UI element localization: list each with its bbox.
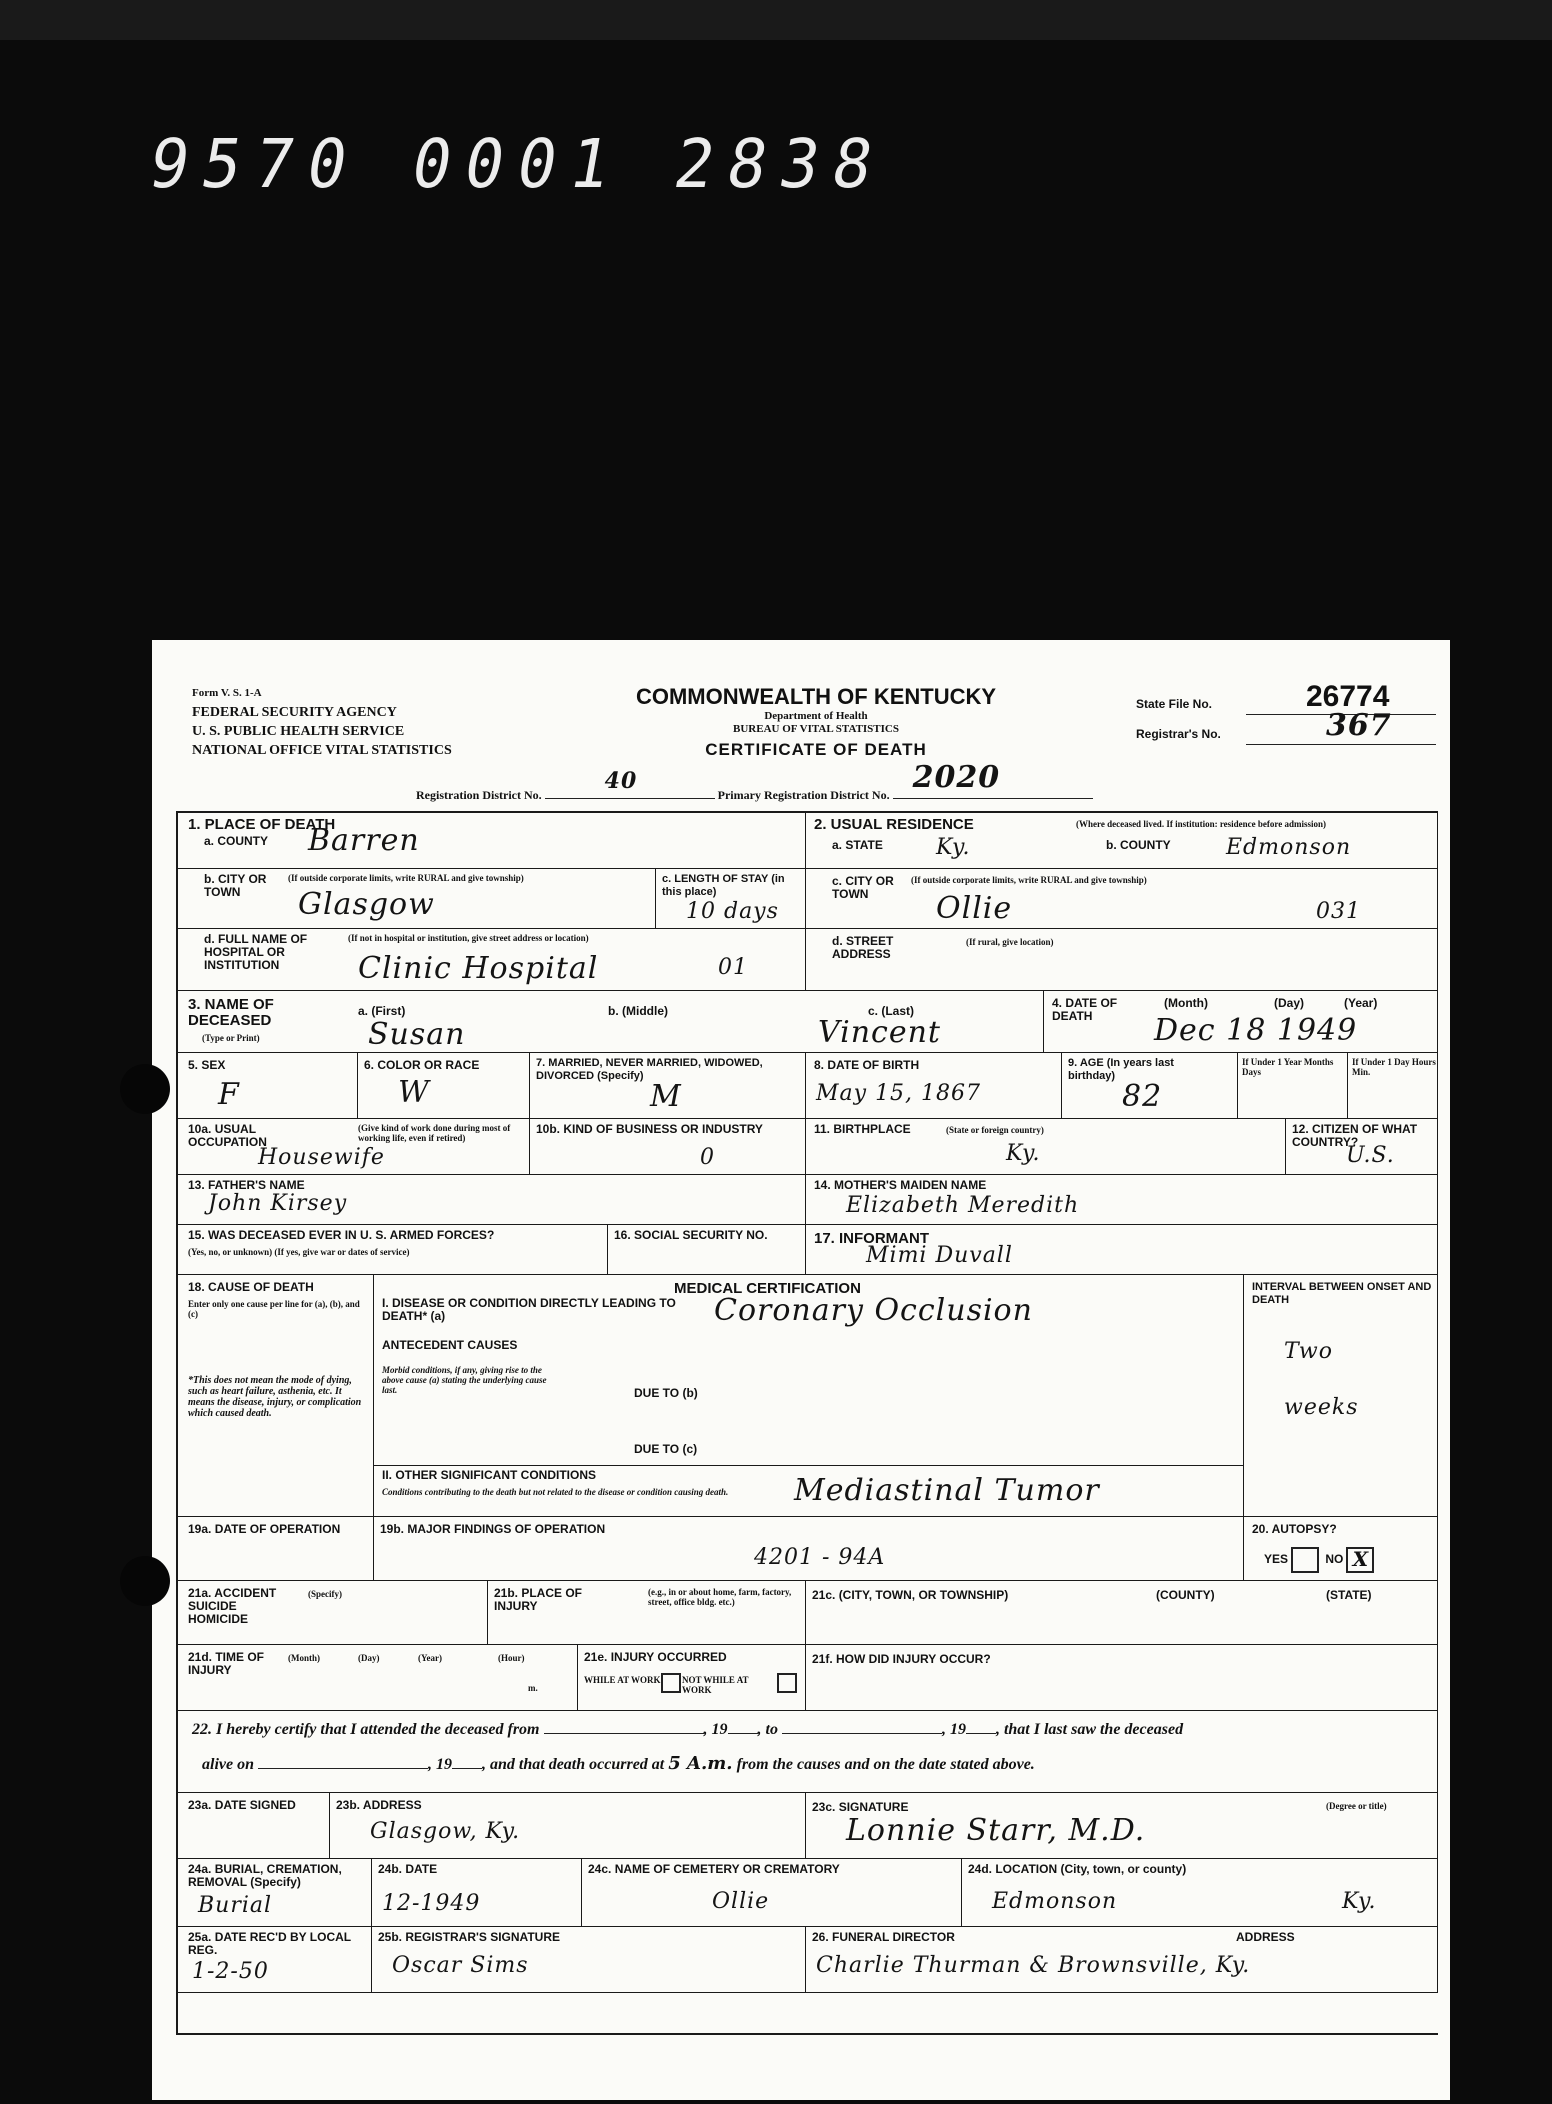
cause-instruction: Enter only one cause per line for (a), (b), and (c) [188, 1299, 360, 1319]
birth-value: May 15, 1867 [816, 1081, 982, 1106]
state-file-label: State File No. [1136, 697, 1213, 711]
cell-street [806, 929, 1438, 991]
state-title: COMMONWEALTH OF KENTUCKY [635, 684, 997, 709]
registrar-signature-label: 25b. REGISTRAR'S SIGNATURE [378, 1930, 560, 1944]
antecedent-note: Morbid conditions, if any, giving rise to the above cause (a) stating the underlying cause last. [382, 1365, 547, 1395]
injury-hour-label: (Hour) [498, 1653, 525, 1663]
cell-registrar-signature [372, 1927, 806, 1993]
signature-label: 23c. SIGNATURE [812, 1800, 909, 1814]
color-value: W [398, 1075, 430, 1110]
cert-death-occurred: and that death occurred at [490, 1756, 665, 1773]
certificate-grid [176, 811, 1438, 2035]
interval-label: INTERVAL BETWEEN ONSET AND DEATH [1252, 1281, 1432, 1306]
year-label: (Year) [1344, 996, 1378, 1010]
street-label: d. STREET ADDRESS [832, 934, 894, 961]
while-at-work-box[interactable] [661, 1673, 681, 1693]
address-label: 23b. ADDRESS [336, 1798, 422, 1812]
cell-birth [806, 1053, 1062, 1119]
death-date-value: Dec 18 1949 [1154, 1013, 1358, 1048]
first-name-value: Susan [368, 1017, 466, 1052]
marital-value: M [650, 1079, 682, 1114]
autopsy-no-label: NO [1325, 1552, 1344, 1567]
not-while-at-work-box[interactable] [777, 1673, 797, 1693]
registrar-signature-value: Oscar Sims [392, 1953, 529, 1978]
state-file-number: 26774 [1306, 680, 1390, 713]
cert-19-c: 19 [436, 1756, 452, 1773]
res-city-value: Ollie [936, 891, 1013, 926]
funeral-director-value: Charlie Thurman & Brownsville, Ky. [816, 1953, 1251, 1978]
res-city-code: 031 [1316, 899, 1361, 924]
stay-label: c. LENGTH OF STAY (in this place) [662, 873, 785, 898]
burial-location-value: Edmonson [992, 1889, 1118, 1914]
cell-date-signed [178, 1793, 330, 1859]
cert-line2-end: from the causes and on the date stated above. [736, 1756, 1035, 1773]
injury-time-label: 21d. TIME OF INJURY [188, 1650, 265, 1677]
cell-residence-state [806, 813, 1438, 869]
cert-line-1: 22. I hereby certify that I attended the deceased from , 19 , to , 19 , that I last saw the deceased [192, 1721, 1184, 1738]
title-block [566, 684, 1066, 760]
other-conditions-label: II. OTHER SIGNIFICANT CONDITIONS [382, 1468, 597, 1482]
death-county-value: Barren [308, 823, 420, 858]
operation-findings-label: 19b. MAJOR FINDINGS OF OPERATION [380, 1522, 606, 1536]
place-of-death-label: 1. PLACE OF DEATH [188, 816, 336, 833]
sex-label: 5. SEX [188, 1058, 226, 1072]
res-county-label: b. COUNTY [1106, 838, 1171, 852]
business-label: 10b. KIND OF BUSINESS OR INDUSTRY [536, 1122, 763, 1136]
day-label: (Day) [1274, 996, 1305, 1010]
cause-label: 18. CAUSE OF DEATH [188, 1280, 314, 1294]
city-note: (If outside corporate limits, write RURAL and give township) [288, 873, 524, 883]
under-year-label: If Under 1 Year Months Days [1242, 1057, 1334, 1077]
cell-accident [178, 1581, 488, 1645]
residence-label: 2. USUAL RESIDENCE [814, 816, 974, 833]
autopsy-no-box[interactable]: X [1346, 1547, 1374, 1573]
cell-interval [1244, 1275, 1438, 1517]
form-id: Form V. S. 1-A [192, 687, 262, 699]
reg-district-number: 40 [604, 768, 638, 794]
cell-burial [178, 1859, 372, 1927]
street-note: (If rural, give location) [966, 937, 1054, 947]
res-county-value: Edmonson [1226, 835, 1352, 860]
cell-operation-date [178, 1517, 374, 1581]
autopsy-label: 20. AUTOPSY? [1252, 1522, 1337, 1536]
certificate-title: CERTIFICATE OF DEATH [705, 740, 927, 759]
cemetery-value: Ollie [712, 1889, 770, 1914]
last-name-value: Vincent [818, 1015, 941, 1050]
age-label: 9. AGE (In years last birthday) [1068, 1057, 1174, 1082]
other-conditions-value: Mediastinal Tumor [794, 1473, 1100, 1508]
injury-m-label: m. [528, 1683, 538, 1693]
burial-date-label: 24b. DATE [378, 1862, 438, 1876]
cell-signature [806, 1793, 1438, 1859]
county-label: a. COUNTY [204, 834, 269, 848]
burial-state-value: Ky. [1342, 1889, 1377, 1914]
date-signed-label: 23a. DATE SIGNED [188, 1798, 296, 1812]
hospital-value: Clinic Hospital [358, 951, 599, 986]
agency-line-1: FEDERAL SECURITY AGENCY [192, 705, 397, 720]
cell-under-day [1348, 1053, 1438, 1119]
death-certificate [152, 640, 1450, 2100]
cell-injury-occurred [578, 1645, 806, 1711]
citizen-value: U.S. [1346, 1143, 1395, 1168]
cert-line-2: alive on , 19 , and that death occurred at 5 A.m. from the causes and on the date stated above. [202, 1753, 1035, 1774]
age-value: 82 [1122, 1079, 1163, 1114]
address-value: Glasgow, Ky. [370, 1819, 521, 1844]
cause-a-value: Coronary Occlusion [714, 1293, 1033, 1328]
agency-line-3: NATIONAL OFFICE VITAL STATISTICS [192, 743, 452, 758]
cell-stay [656, 869, 806, 929]
interval-value-a: Two [1284, 1339, 1333, 1364]
cause-footnote: *This does not mean the mode of dying, such as heart failure, asthenia, etc. It means the disease, injury, or complication which caused death. [188, 1375, 362, 1419]
cause-a-label: I. DISEASE OR CONDITION DIRECTLY LEADING TO DEATH* (a) [382, 1296, 676, 1323]
injury-day-label: (Day) [358, 1653, 380, 1663]
cell-place-city [178, 869, 656, 929]
res-state-label: a. STATE [832, 838, 883, 852]
occupation-label: 10a. USUAL OCCUPATION [188, 1122, 267, 1149]
cell-funeral-director [806, 1927, 1438, 1993]
hospital-code: 01 [718, 955, 748, 980]
operation-code: 4201 - 94A [754, 1545, 886, 1570]
hospital-note: (If not in hospital or institution, give street address or location) [348, 933, 589, 943]
dept-line: Department of Health [764, 710, 868, 722]
cell-certification [178, 1711, 1438, 1793]
accident-specify: (Specify) [308, 1589, 342, 1599]
armed-forces-label: 15. WAS DECEASED EVER IN U. S. ARMED FORCES? [188, 1228, 495, 1242]
ssn-label: 16. SOCIAL SECURITY NO. [614, 1228, 768, 1242]
cell-occupation [178, 1119, 530, 1175]
registrar-number: 367 [1326, 708, 1392, 743]
burial-date-value: 12-1949 [382, 1891, 481, 1916]
autopsy-options [1264, 1547, 1377, 1573]
cell-burial-date [372, 1859, 582, 1927]
burial-location-label: 24d. LOCATION (City, town, or county) [968, 1862, 1187, 1876]
cell-armed-forces [178, 1225, 608, 1275]
cell-hospital [178, 929, 806, 991]
cell-under-year [1238, 1053, 1348, 1119]
registration-district-line [416, 760, 1256, 803]
cell-res-city [806, 869, 1438, 929]
cell-address [330, 1793, 806, 1859]
medical-cert-title: MEDICAL CERTIFICATION [674, 1280, 861, 1297]
cell-marital [530, 1053, 806, 1119]
cert-19-b: 19 [949, 1721, 966, 1738]
cell-time-of-injury [178, 1645, 578, 1711]
antecedent-label: ANTECEDENT CAUSES [382, 1338, 518, 1352]
injury-month-label: (Month) [288, 1653, 320, 1663]
cell-name [178, 991, 1044, 1053]
due-to-b-label: DUE TO (b) [634, 1386, 698, 1400]
father-label: 13. FATHER'S NAME [188, 1178, 305, 1192]
while-at-work-label: WHILE AT WORK [584, 1675, 661, 1685]
middle-name-label: b. (Middle) [608, 1004, 668, 1018]
due-to-c-label: DUE TO (c) [634, 1442, 698, 1456]
cell-business [530, 1119, 806, 1175]
sex-value: F [218, 1077, 240, 1112]
file-numbers [1136, 680, 1436, 746]
operation-date-label: 19a. DATE OF OPERATION [188, 1522, 341, 1536]
name-sublabel: (Type or Print) [202, 1033, 260, 1043]
interval-value-b: weeks [1284, 1395, 1359, 1420]
cell-age [1062, 1053, 1238, 1119]
burial-value: Burial [198, 1893, 273, 1918]
agency-block [192, 684, 452, 760]
autopsy-yes-box[interactable] [1291, 1547, 1319, 1573]
occupation-note: (Give kind of work done during most of working life, even if retired) [358, 1123, 511, 1143]
citizen-label: 12. CITIZEN OF WHAT COUNTRY? [1292, 1122, 1418, 1149]
cell-sex [178, 1053, 358, 1119]
cell-death-date [1044, 991, 1438, 1053]
business-value: 0 [700, 1145, 715, 1170]
cell-social-security [608, 1225, 806, 1275]
injury-occurred-label: 21e. INJURY OCCURRED [584, 1650, 727, 1664]
reg-district-label: Registration District No. [416, 788, 542, 802]
accident-label: 21a. ACCIDENT SUICIDE HOMICIDE [188, 1586, 277, 1626]
stay-value: 10 days [686, 899, 779, 924]
cert-alive-on: alive on [202, 1756, 254, 1773]
residence-note: (Where deceased lived. If institution: residence before admission) [1076, 819, 1326, 829]
armed-forces-note: (Yes, no, or unknown) (If yes, give war or dates of service) [188, 1247, 410, 1257]
cell-cause-label [178, 1275, 374, 1517]
degree-label: (Degree or title) [1326, 1801, 1387, 1811]
cell-place-of-injury [488, 1581, 806, 1645]
cell-cemetery [582, 1859, 962, 1927]
marital-label: 7. MARRIED, NEVER MARRIED, WIDOWED, DIVORCED (Specify) [536, 1057, 763, 1082]
film-edge-top [0, 0, 1552, 40]
cell-birthplace [806, 1119, 1286, 1175]
res-city-note: (If outside corporate limits, write RURAL and give township) [911, 875, 1147, 885]
injury-city-label: 21c. (CITY, TOWN, OR TOWNSHIP) [812, 1588, 1009, 1602]
autopsy-yes-label: YES [1264, 1552, 1289, 1567]
cell-informant [806, 1225, 1438, 1275]
father-value: John Kirsey [208, 1191, 348, 1216]
film-frame-number: 9570 0001 2838 [143, 126, 893, 204]
cell-medical-certification [374, 1275, 1244, 1517]
punch-hole-lower [120, 1556, 170, 1606]
under-day-label: If Under 1 Day Hours Min. [1352, 1057, 1436, 1077]
birthplace-value: Ky. [1006, 1141, 1041, 1166]
cell-mother [806, 1175, 1438, 1225]
name-label: 3. NAME OF DECEASED [188, 996, 274, 1029]
first-name-label: a. (First) [358, 1004, 406, 1018]
primary-reg-label: Primary Registration District No. [717, 788, 890, 802]
cell-how-injury [806, 1645, 1438, 1711]
cert-to: to [765, 1721, 778, 1738]
how-injury-label: 21f. HOW DID INJURY OCCUR? [812, 1652, 991, 1666]
birthplace-note: (State or foreign country) [946, 1125, 1044, 1135]
death-date-label: 4. DATE OF DEATH [1052, 996, 1118, 1023]
certificate-form [176, 680, 1436, 2034]
mother-label: 14. MOTHER'S MAIDEN NAME [814, 1178, 987, 1192]
injury-year-label: (Year) [418, 1653, 442, 1663]
death-city-value: Glasgow [298, 887, 435, 922]
injury-state-label: (STATE) [1326, 1588, 1372, 1602]
punch-hole-upper [120, 1064, 170, 1114]
agency-line-2: U. S. PUBLIC HEALTH SERVICE [192, 724, 405, 739]
registrar-field [1246, 708, 1436, 745]
injury-place-label: 21b. PLACE OF INJURY [494, 1586, 583, 1613]
funeral-address-label: ADDRESS [1236, 1930, 1295, 1944]
cell-autopsy [1244, 1517, 1438, 1581]
cert-line1-text: 22. I hereby certify that I attended the deceased from [192, 1721, 540, 1738]
cell-father [178, 1175, 806, 1225]
signature-value: Lonnie Starr, M.D. [846, 1813, 1146, 1848]
cert-19-a: 19 [711, 1721, 728, 1738]
occupation-value: Housewife [258, 1145, 385, 1170]
res-city-label: c. CITY OR TOWN [832, 874, 894, 901]
mother-value: Elizabeth Meredith [846, 1193, 1080, 1218]
bureau-line: BUREAU OF VITAL STATISTICS [733, 723, 899, 735]
registrar-label: Registrar's No. [1136, 727, 1221, 741]
cell-injury-location [806, 1581, 1438, 1645]
hospital-label: d. FULL NAME OF HOSPITAL OR INSTITUTION [204, 932, 308, 972]
res-state-value: Ky. [936, 835, 971, 860]
date-received-value: 1-2-50 [192, 1959, 269, 1984]
cell-burial-location [962, 1859, 1438, 1927]
month-label: (Month) [1164, 996, 1208, 1010]
injury-place-note: (e.g., in or about home, farm, factory, street, office bldg. etc.) [648, 1587, 792, 1607]
cell-operation-findings [374, 1517, 1244, 1581]
birth-label: 8. DATE OF BIRTH [814, 1058, 920, 1072]
city-label: b. CITY OR TOWN [204, 872, 267, 899]
cemetery-label: 24c. NAME OF CEMETERY OR CREMATORY [588, 1862, 840, 1876]
cell-place-county [178, 813, 806, 869]
last-name-label: c. (Last) [868, 1004, 915, 1018]
birthplace-label: 11. BIRTHPLACE [814, 1122, 911, 1136]
date-received-label: 25a. DATE REC'D BY LOCAL REG. [188, 1930, 351, 1957]
cell-color [358, 1053, 530, 1119]
not-while-at-work-label: NOT WHILE AT WORK [682, 1675, 749, 1695]
cell-citizen [1286, 1119, 1438, 1175]
other-conditions-note: Conditions contributing to the death but not related to the disease or condition causing death. [382, 1487, 729, 1497]
funeral-director-label: 26. FUNERAL DIRECTOR [812, 1930, 955, 1944]
informant-label: 17. INFORMANT [814, 1230, 930, 1247]
informant-value: Mimi Duvall [866, 1243, 1013, 1268]
injury-county-label: (COUNTY) [1156, 1588, 1215, 1602]
primary-reg-number: 2020 [912, 760, 1001, 795]
color-label: 6. COLOR OR RACE [364, 1058, 480, 1072]
burial-label: 24a. BURIAL, CREMATION, REMOVAL (Specify) [188, 1862, 342, 1889]
cert-time-value: 5 A.m. [668, 1753, 733, 1774]
cell-date-received [178, 1927, 372, 1993]
cert-line1-end: that I last saw the deceased [1003, 1721, 1184, 1738]
